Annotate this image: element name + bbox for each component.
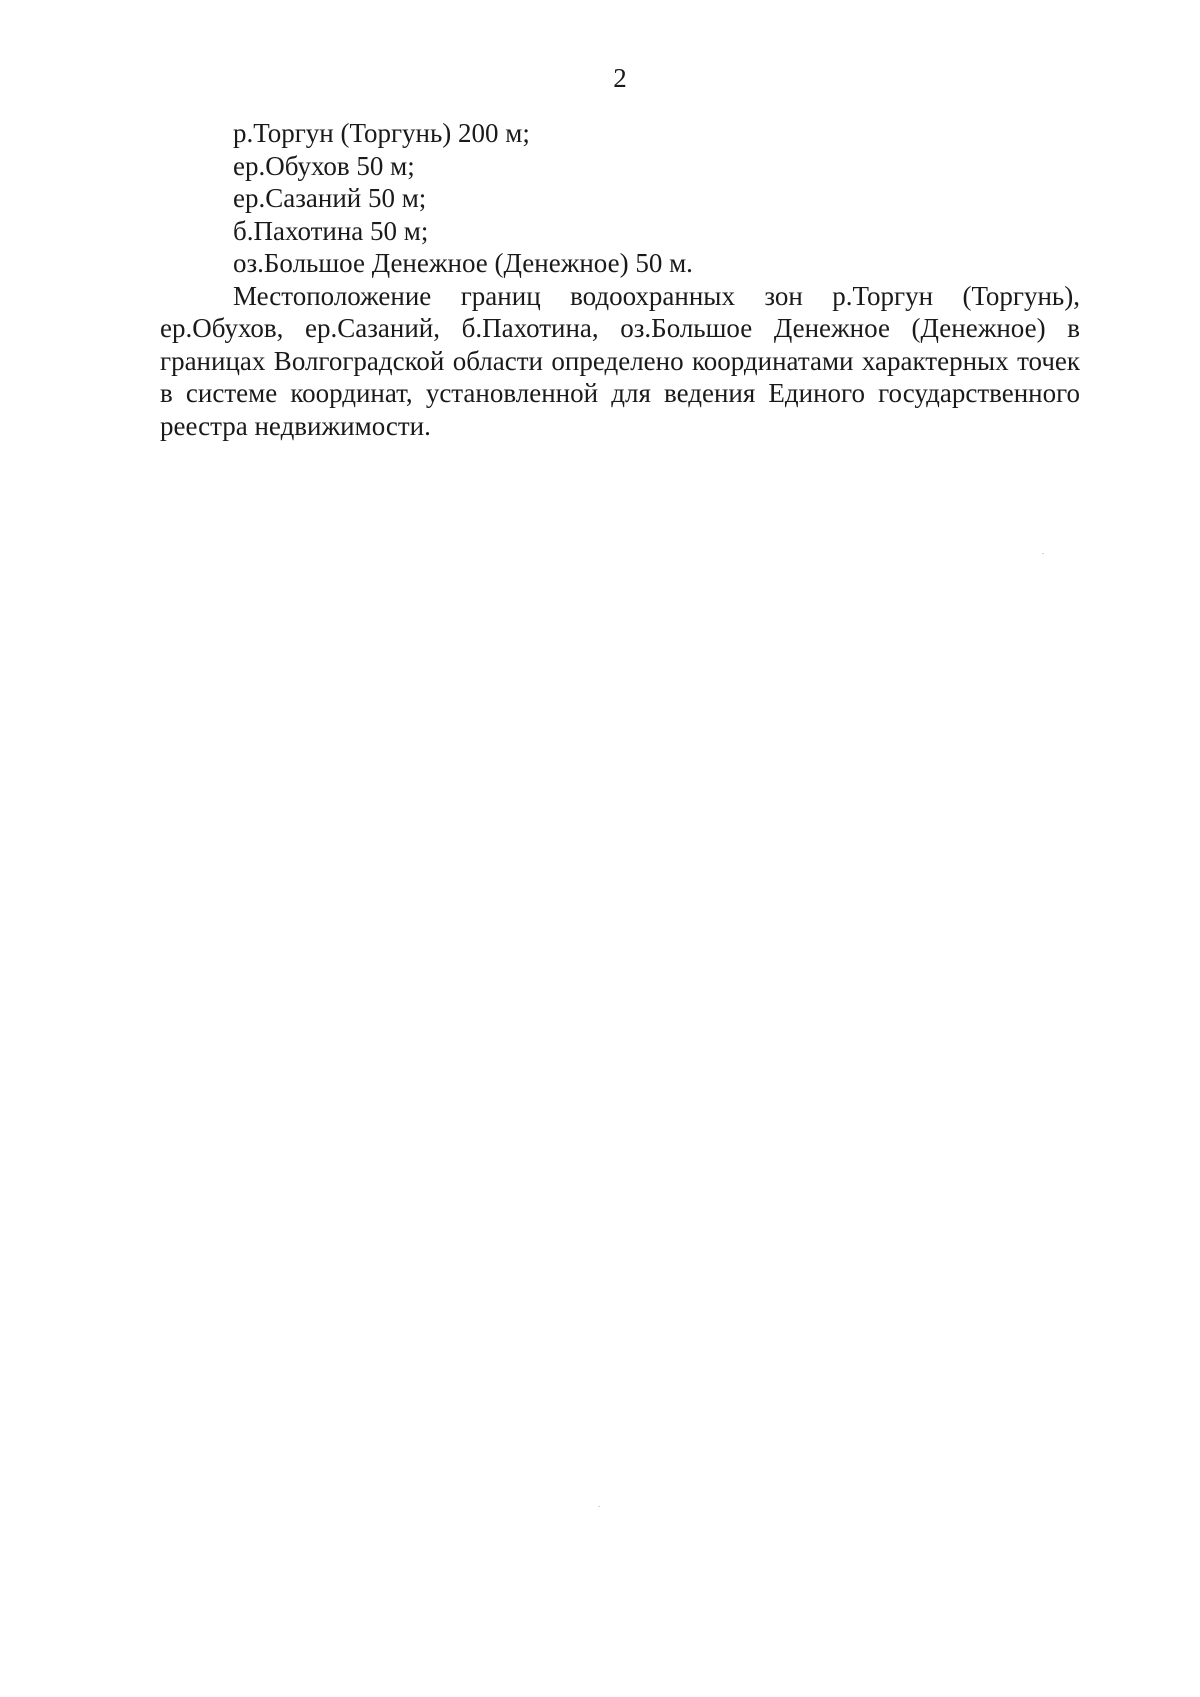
list-item: б.Пахотина 50 м;	[233, 215, 429, 246]
page-number: 2	[613, 63, 627, 93]
body-paragraph: Местоположение границ водоохранных зон р.Торгун (Торгунь), ер.Обухов, ер.Сазаний, б.Пахотина, оз.Большое Денежное (Денежное) в границах Волгоградской области определено координатами характерных точек в системе координат, установленной для ведения Единого государственного реестра недвижимости.	[160, 280, 1080, 441]
list-item: р.Торгун (Торгунь) 200 м;	[233, 118, 530, 148]
document-body	[160, 117, 1080, 442]
scan-speck	[598, 1506, 600, 1507]
scan-speck	[1042, 553, 1044, 554]
list-item: ер.Сазаний 50 м;	[233, 183, 427, 213]
list-item: ер.Обухов 50 м;	[233, 150, 415, 181]
list-item: оз.Большое Денежное (Денежное) 50 м.	[233, 248, 693, 278]
